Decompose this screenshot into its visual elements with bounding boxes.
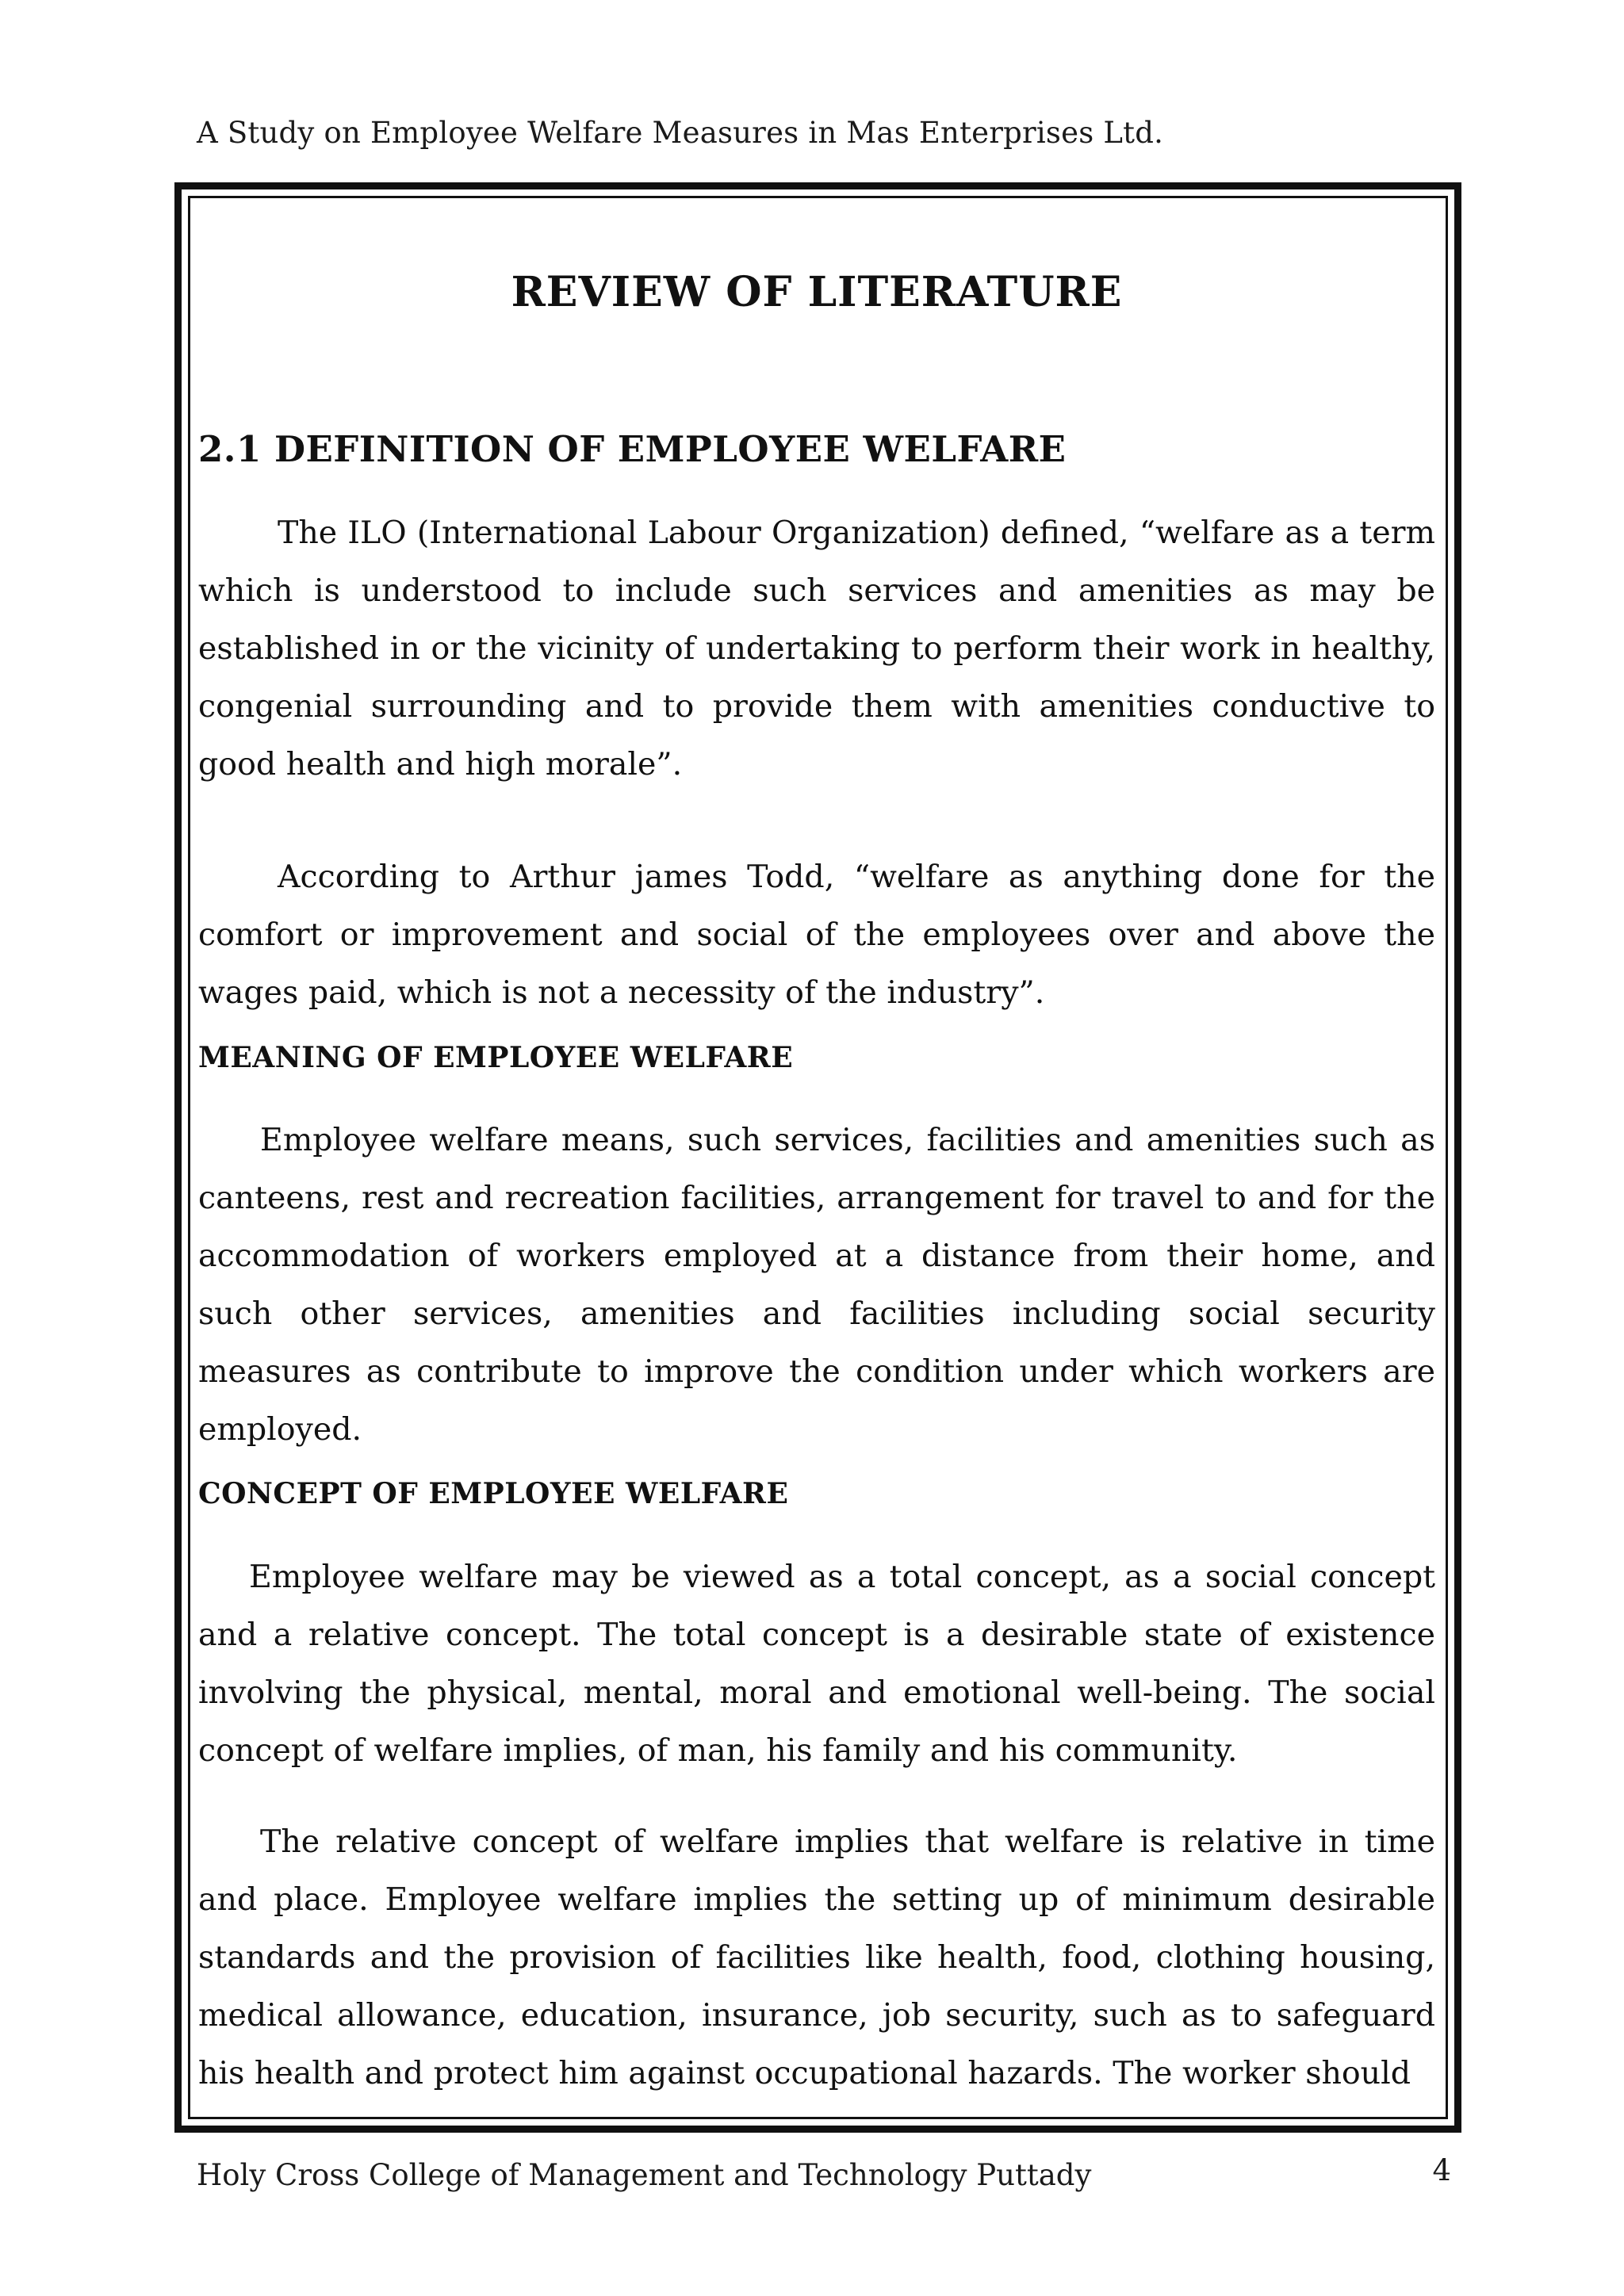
footer-institution: Holy Cross College of Management and Technology Puttady — [197, 2158, 1092, 2192]
paragraph-concept: Employee welfare may be viewed as a total concept, as a social concept and a relative concept. The total concept is a desirable state of existence involving the physical, mental, moral and emotional well-being. The social concept of welfare implies, of man, his family and his community. — [198, 1559, 1435, 1769]
section-heading: 2.1 DEFINITION OF EMPLOYEE WELFARE — [198, 428, 1067, 470]
paragraph-meaning: Employee welfare means, such services, facilities and amenities such as canteens, rest and recreation facilities, arrangement for travel to and for the accommodation of workers employed at a distance from their home, and such other services, amenities and facilities including social security measures as contribute to improve the condition under which workers are employed. — [198, 1122, 1435, 1448]
page-number: 4 — [1432, 2153, 1451, 2187]
paragraph-ilo-definition: The ILO (International Labour Organization) defined, “welfare as a term which is understood to include such services and amenities as may be established in or the vicinity of undertaking to perform their work in healthy, congenial surrounding and to provide them with amenities conductive to good health and high morale”. — [198, 515, 1435, 783]
subheading-concept: CONCEPT OF EMPLOYEE WELFARE — [198, 1477, 789, 1510]
paragraph-relative-concept: The relative concept of welfare implies that welfare is relative in time and place. Employee welfare implies the setting up of minimum desirable standards and the provision of facilities like health, food, clothing housing, medical allowance, education, insurance, job security, such as to safeguard his health and protect him against occupational hazards. The worker should — [198, 1823, 1435, 2091]
paragraph-todd-definition: According to Arthur james Todd, “welfare as anything done for the comfort or improvement and social of the employees over and above the wages paid, which is not a necessity of the industry”. — [198, 859, 1435, 1011]
running-header: A Study on Employee Welfare Measures in Mas Enterprises Ltd. — [197, 116, 1164, 150]
subheading-meaning: MEANING OF EMPLOYEE WELFARE — [198, 1041, 794, 1074]
page-title: REVIEW OF LITERATURE — [511, 268, 1123, 316]
